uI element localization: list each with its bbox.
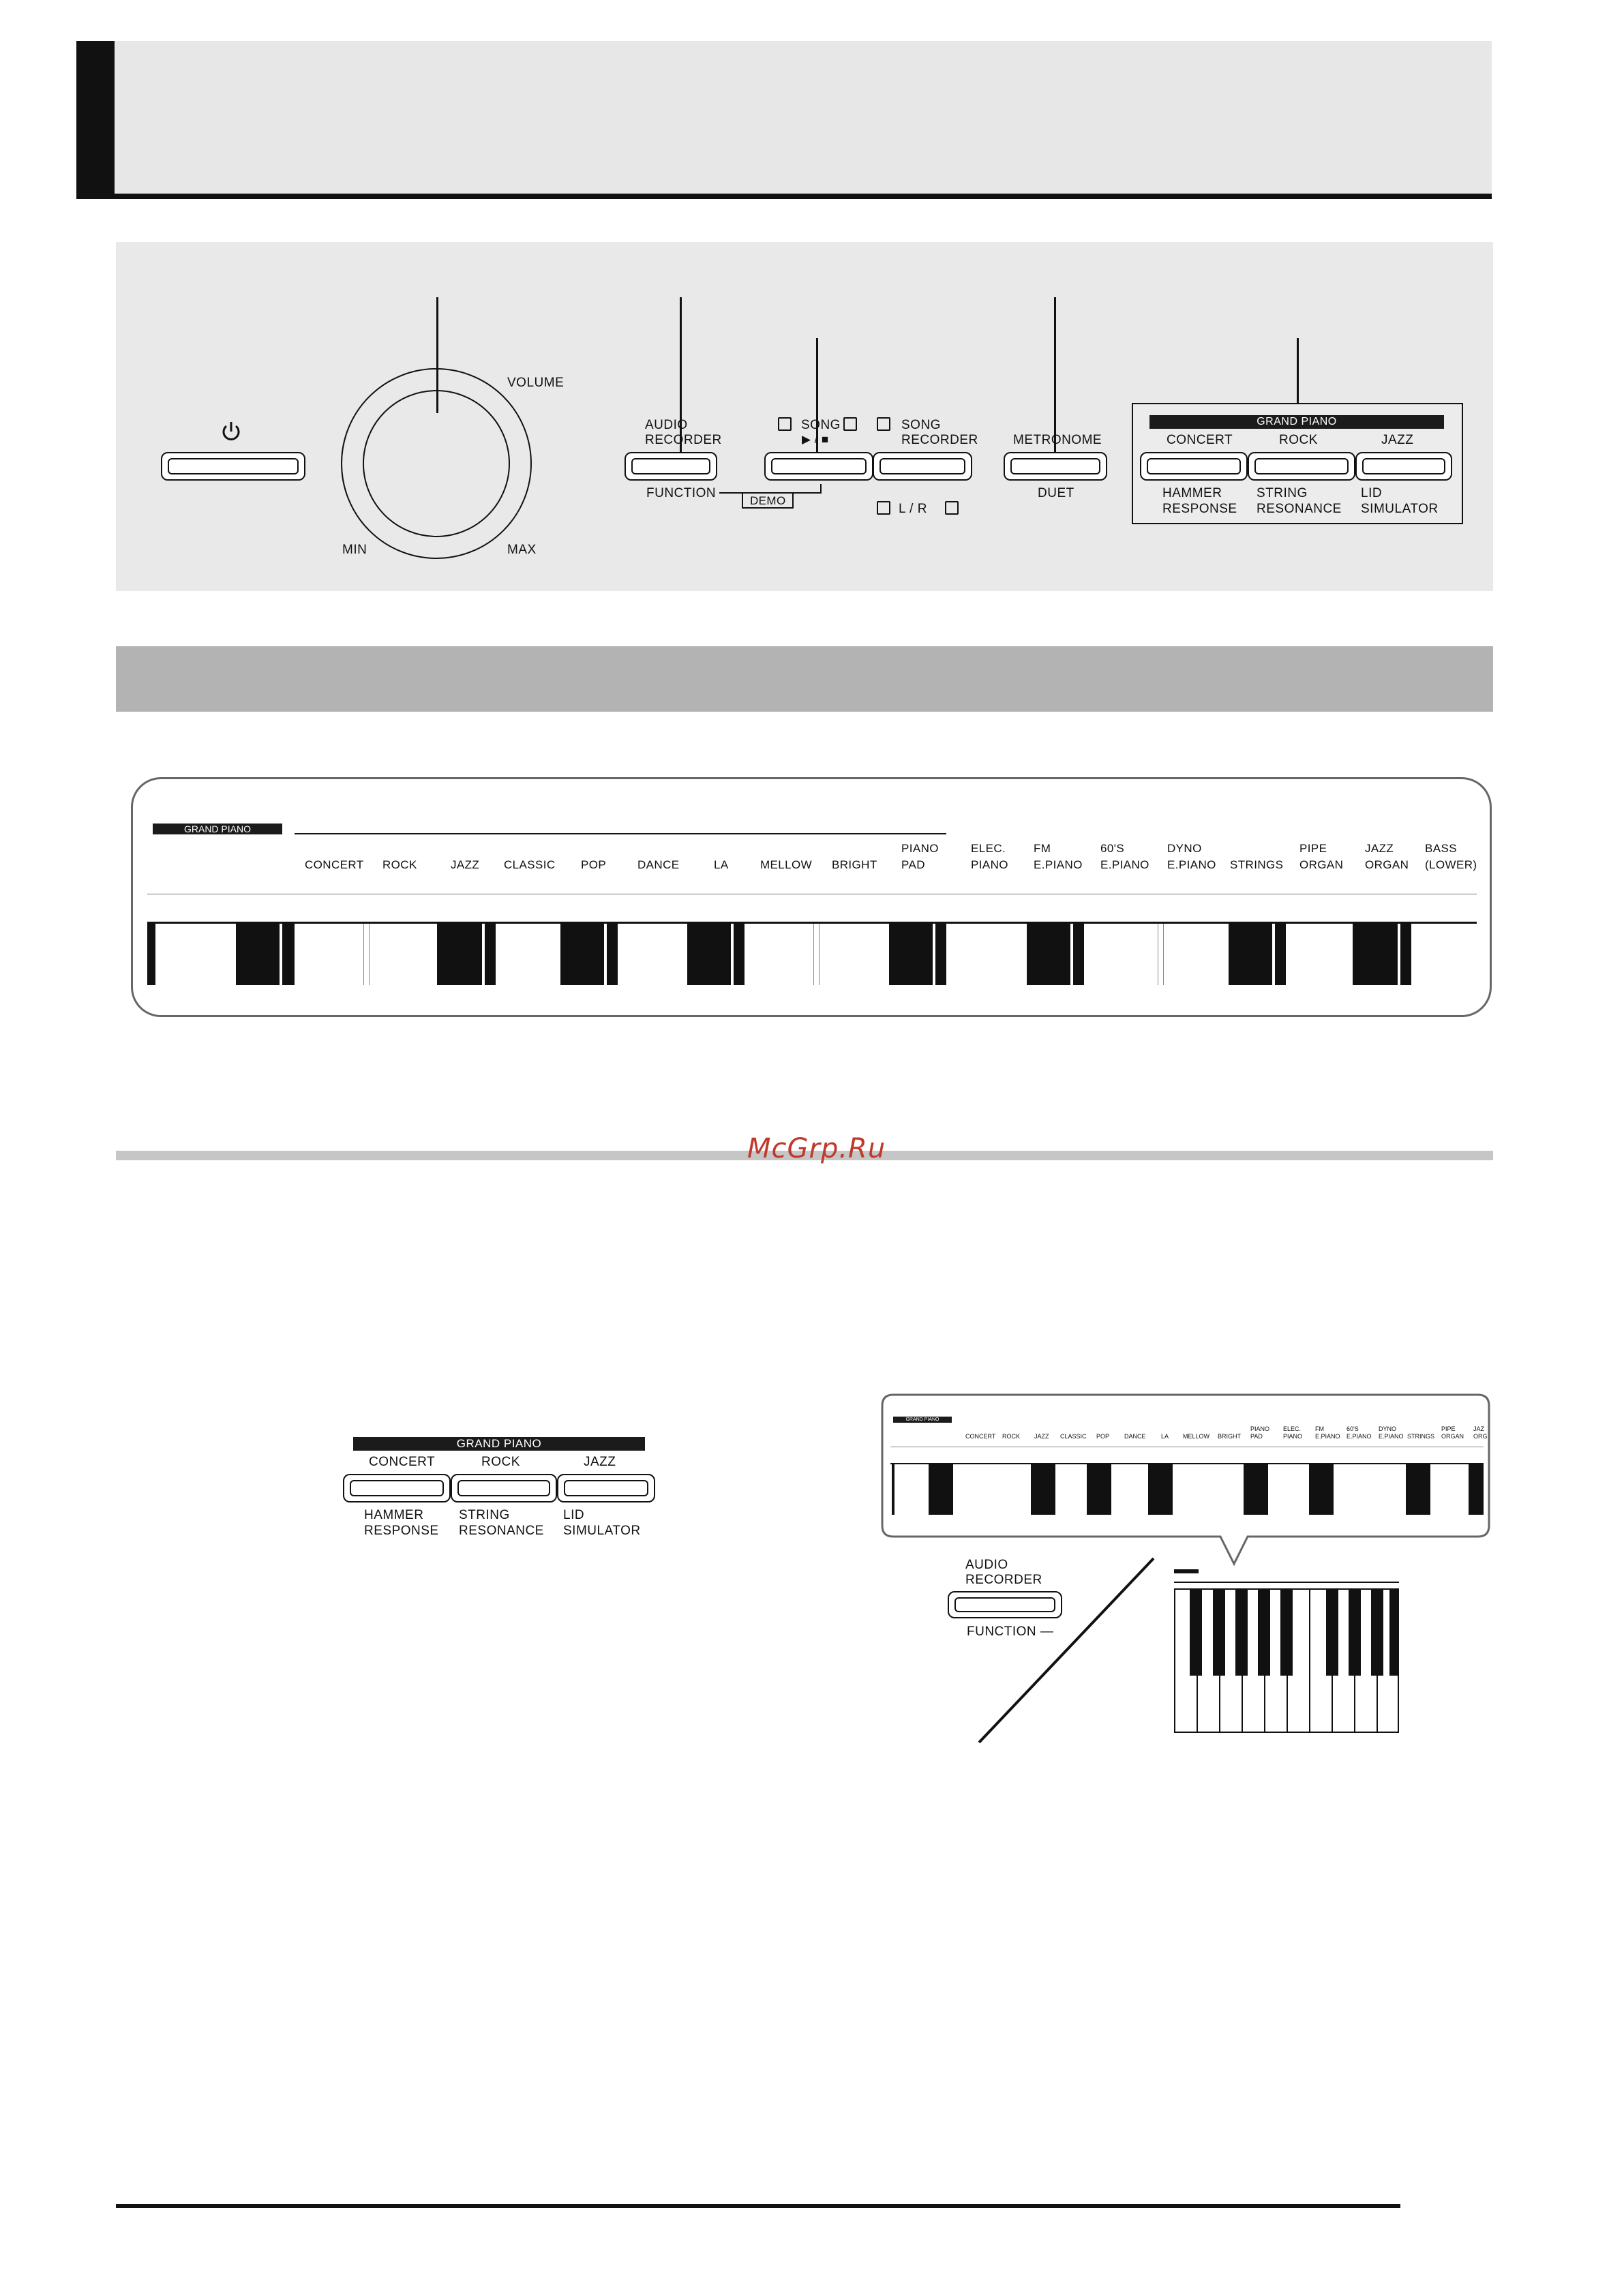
black-key	[282, 924, 295, 985]
black-key	[687, 924, 700, 985]
metronome-button[interactable]	[1004, 452, 1107, 481]
power-icon	[220, 420, 243, 443]
song-label: SONG	[801, 418, 841, 432]
lr-label-jazz: JAZZ	[1034, 1433, 1049, 1440]
key-label-rock: ROCK	[382, 858, 417, 871]
lr-group-label: GRAND PIANO	[893, 1417, 952, 1423]
lr-diagonal-separator	[975, 1554, 1159, 1745]
lr-black-key	[1371, 1588, 1383, 1676]
lr-keyboard-labelbar	[1174, 1569, 1399, 1583]
song-recorder-label-2: RECORDER	[901, 433, 978, 447]
lr-black-key	[1309, 1464, 1334, 1515]
section-bar	[116, 646, 1493, 712]
lr-label-fm: FM	[1315, 1425, 1324, 1432]
lid-label-2: SIMULATOR	[1361, 502, 1439, 516]
black-key	[1040, 924, 1070, 985]
black-key	[574, 924, 604, 985]
black-key	[1275, 924, 1286, 985]
lr-label-la: LA	[1161, 1433, 1169, 1440]
white-key-line	[1163, 924, 1164, 985]
duet-label: DUET	[1038, 486, 1074, 500]
lr-label-classic: CLASSIC	[1060, 1433, 1087, 1440]
header-underline	[76, 194, 1492, 199]
keyboard-group-label: GRAND PIANO	[153, 824, 282, 834]
black-key	[1353, 924, 1368, 985]
key-label-mellow: MELLOW	[760, 858, 813, 871]
key-label-elec-piano-1: ELEC.	[971, 842, 1006, 855]
lr-black-key	[1087, 1464, 1111, 1515]
lr-audio-recorder-label-2: RECORDER	[965, 1573, 1042, 1587]
lr-label-elec-piano: PIANO	[1283, 1433, 1303, 1440]
lr-label-pipe-organ: ORGAN	[1441, 1433, 1464, 1440]
ll-hammer-label-2: RESPONSE	[364, 1524, 439, 1538]
lr-label-jazz-organ-1: JAZ	[1473, 1425, 1485, 1432]
rock-button[interactable]	[1248, 452, 1355, 481]
lr-callout-bubble	[879, 1391, 1493, 1575]
key-label-fm-epiano-1: FM	[1034, 842, 1051, 855]
lr-black-key	[929, 1464, 953, 1515]
lr-label-60s-epiano: E.PIANO	[1347, 1433, 1372, 1440]
keyboard-map-frame	[131, 777, 1492, 1017]
key-label-pipe-organ-1: PIPE	[1299, 842, 1327, 855]
right-part-indicator	[945, 501, 959, 515]
lr-label-concert: CONCERT	[965, 1433, 996, 1440]
ll-lid-label-1: LID	[563, 1508, 585, 1522]
white-key-line	[369, 924, 370, 985]
black-key	[734, 924, 745, 985]
key-label-strings: STRINGS	[1230, 858, 1284, 871]
tone-label-jazz: JAZZ	[1381, 433, 1414, 447]
black-key	[1073, 924, 1084, 985]
lr-label-pad: PAD	[1250, 1433, 1263, 1440]
lr-black-key	[1258, 1588, 1270, 1676]
ll-tone-label-rock: ROCK	[481, 1455, 520, 1469]
black-key	[1368, 924, 1398, 985]
lr-black-key	[1244, 1464, 1268, 1515]
audio-recorder-label-2: RECORDER	[645, 433, 722, 447]
callout-line	[1297, 338, 1299, 404]
black-key	[889, 924, 903, 985]
black-key	[236, 924, 250, 985]
lr-keyboard-top-line	[890, 1463, 1484, 1464]
song-indicator-left	[778, 417, 792, 431]
lr-black-key	[1031, 1464, 1055, 1515]
key-label-classic: CLASSIC	[504, 858, 556, 871]
ll-hammer-label-1: HAMMER	[364, 1508, 424, 1522]
key-label-elec-piano-2: PIANO	[971, 858, 1008, 871]
ll-grand-piano-header: GRAND PIANO	[353, 1437, 645, 1451]
lr-label-bright: BRIGHT	[1218, 1433, 1242, 1440]
song-recorder-button[interactable]	[873, 452, 972, 481]
jazz-button[interactable]	[1355, 452, 1452, 481]
lr-label: L / R	[899, 502, 927, 516]
black-key	[700, 924, 731, 985]
play-stop-label: ▶ / ■	[802, 433, 829, 446]
lr-label-piano: PIANO	[1250, 1425, 1270, 1432]
key-label-dance: DANCE	[637, 858, 680, 871]
demo-label: DEMO	[750, 494, 786, 507]
lr-black-key	[1235, 1588, 1248, 1676]
volume-max-label: MAX	[507, 543, 537, 557]
key-label-jazz-organ-1: JAZZ	[1365, 842, 1394, 855]
key-label-pop: POP	[581, 858, 607, 871]
key-label-jazz: JAZZ	[451, 858, 480, 871]
lr-label-dance: DANCE	[1124, 1433, 1146, 1440]
black-key	[452, 924, 482, 985]
lr-label-mellow: MELLOW	[1183, 1433, 1210, 1440]
ll-tone-label-concert: CONCERT	[369, 1455, 436, 1469]
lr-label-dyno-epiano: E.PIANO	[1379, 1433, 1404, 1440]
key-label-bass-lower-2: (LOWER)	[1425, 858, 1477, 871]
key-label-pipe-organ-2: ORGAN	[1299, 858, 1344, 871]
ll-jazz-button[interactable]	[557, 1474, 655, 1502]
key-label-la: LA	[714, 858, 729, 871]
lr-label-dyno: DYNO	[1379, 1425, 1397, 1432]
tone-label-concert: CONCERT	[1167, 433, 1233, 447]
footer-rule	[116, 2204, 1400, 2208]
grand-piano-span-line	[295, 833, 946, 834]
metronome-label: METRONOME	[1013, 433, 1102, 447]
lr-label-pop: POP	[1096, 1433, 1110, 1440]
lr-black-key	[1406, 1464, 1430, 1515]
volume-min-label: MIN	[342, 543, 367, 557]
lr-black-key	[1190, 1588, 1202, 1676]
black-key	[1027, 924, 1040, 985]
concert-button[interactable]	[1140, 452, 1248, 481]
volume-knob[interactable]	[363, 390, 510, 537]
grand-piano-header: GRAND PIANO	[1149, 415, 1444, 429]
white-key-line	[813, 924, 814, 985]
white-key-line	[363, 924, 364, 985]
key-label-piano-pad-2: PAD	[901, 858, 925, 871]
function-demo-bracket	[820, 484, 822, 494]
key-label-bright: BRIGHT	[832, 858, 877, 871]
black-key	[250, 924, 280, 985]
audio-recorder-label-1: AUDIO	[645, 418, 688, 432]
lr-function-label: FUNCTION —	[967, 1625, 1054, 1639]
power-button[interactable]	[161, 452, 305, 481]
black-key	[903, 924, 933, 985]
lr-black-key	[1389, 1588, 1399, 1676]
lr-keyboard-label-tag	[1174, 1569, 1199, 1573]
key-label-dyno-epiano-2: E.PIANO	[1167, 858, 1216, 871]
song-recorder-indicator	[877, 417, 890, 431]
black-key	[147, 924, 155, 985]
ll-string-label-1: STRING	[459, 1508, 510, 1522]
lr-black-key	[1148, 1464, 1173, 1515]
key-label-bass-lower-1: BASS	[1425, 842, 1457, 855]
black-key	[935, 924, 946, 985]
hammer-label-1: HAMMER	[1162, 486, 1222, 500]
black-key	[1241, 924, 1272, 985]
lr-label-pipe: PIPE	[1441, 1425, 1456, 1432]
key-label-60s-epiano-2: E.PIANO	[1100, 858, 1149, 871]
key-label-jazz-organ-2: ORGAN	[1365, 858, 1409, 871]
lr-black-key	[1213, 1588, 1225, 1676]
lr-black-key	[1280, 1588, 1293, 1676]
string-label-2: RESONANCE	[1257, 502, 1342, 516]
lr-black-key	[1326, 1588, 1338, 1676]
key-label-piano-pad-1: PIANO	[901, 842, 939, 855]
song-play-stop-button[interactable]	[764, 452, 873, 481]
ll-concert-button[interactable]	[343, 1474, 451, 1502]
header-black-tab	[76, 41, 115, 199]
lr-black-key	[892, 1464, 894, 1515]
left-part-indicator	[877, 501, 890, 515]
header-banner	[76, 41, 1492, 195]
black-key	[1400, 924, 1411, 985]
key-label-fm-epiano-2: E.PIANO	[1034, 858, 1083, 871]
black-key	[607, 924, 618, 985]
lr-label-elec: ELEC.	[1283, 1425, 1302, 1432]
lr-audio-recorder-label-1: AUDIO	[965, 1558, 1008, 1572]
lr-label-fm-epiano: E.PIANO	[1315, 1433, 1340, 1440]
lr-black-key	[1349, 1588, 1361, 1676]
song-recorder-label-1: SONG	[901, 418, 941, 432]
audio-recorder-button[interactable]	[625, 452, 717, 481]
lr-label-strings: STRINGS	[1407, 1433, 1435, 1440]
key-label-concert: CONCERT	[305, 858, 364, 871]
ll-string-label-2: RESONANCE	[459, 1524, 544, 1538]
lr-black-key	[1469, 1464, 1484, 1515]
ll-rock-button[interactable]	[451, 1474, 557, 1502]
song-indicator-right	[843, 417, 857, 431]
ll-lid-label-2: SIMULATOR	[563, 1524, 641, 1538]
function-label: FUNCTION	[646, 486, 717, 500]
ll-tone-label-jazz: JAZZ	[584, 1455, 616, 1469]
black-key	[485, 924, 496, 985]
callout-line	[816, 338, 818, 468]
black-key	[1229, 924, 1241, 985]
watermark: McGrp.Ru	[747, 1133, 886, 1164]
string-label-1: STRING	[1257, 486, 1308, 500]
lr-white-key-line	[1309, 1588, 1310, 1733]
tone-label-rock: ROCK	[1279, 433, 1318, 447]
lr-label-jazz-organ-2: ORG	[1473, 1433, 1488, 1440]
volume-label: VOLUME	[507, 376, 565, 390]
key-label-dyno-epiano-1: DYNO	[1167, 842, 1202, 855]
lr-label-60s: 60'S	[1347, 1425, 1359, 1432]
hammer-label-2: RESPONSE	[1162, 502, 1237, 516]
lid-label-1: LID	[1361, 486, 1383, 500]
black-key	[437, 924, 452, 985]
black-key	[560, 924, 574, 985]
lr-label-rock: ROCK	[1002, 1433, 1021, 1440]
key-label-60s-epiano-1: 60'S	[1100, 842, 1125, 855]
